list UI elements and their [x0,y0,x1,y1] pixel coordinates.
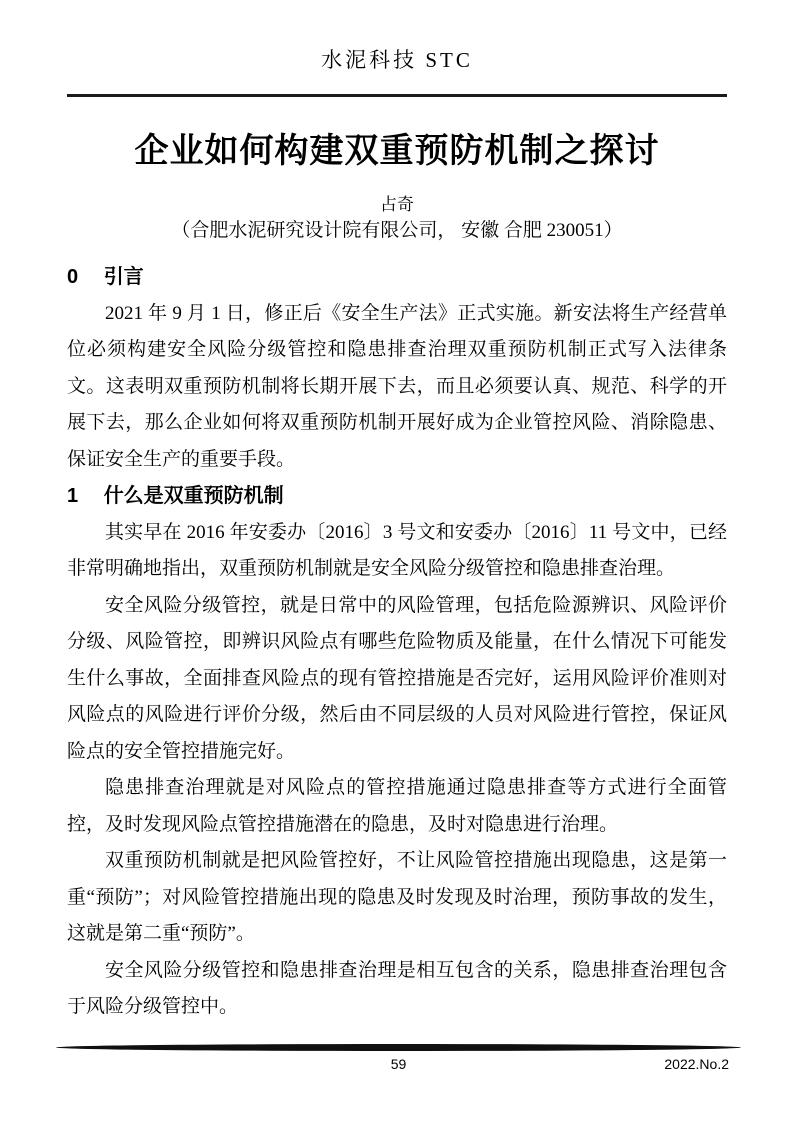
page-number: 59 [390,1056,407,1072]
section-number: 1 [67,485,79,507]
article-title: 企业如何构建双重预防机制之探讨 [134,132,660,170]
paragraph: 双重预防机制就是把风险管控好，不让风险管控措施出现隐患，这是第一重“预防”；对风险管控措施出现的隐患及时发现及时治理，预防事故的发生，这就是第二重“预防”。 [67,850,727,944]
footer-rule [56,1044,741,1051]
section-title: 引言 [103,266,144,288]
section-number: 0 [67,266,79,288]
header-rule [67,94,727,97]
author-affiliation: （合肥水泥研究设计院有限公司， 安徽 合肥 230051） [171,220,623,241]
paragraph: 2021 年 9 月 1 日，修正后《安全生产法》正式实施。新安法将生产经营单位必须构建安全风险分级管控和隐患排查治理双重预防机制正式写入法律条文。这表明双重预防机制将长期开展下去，而且必须要认真、规范、科学的开展下去，那么企业如何将双重预防机制开展好成为企业管控风险、消除隐患、保证安全生产的重要手段。 [67,302,727,470]
section-heading-1 [67,478,727,515]
page-footer [56,1044,741,1073]
section-heading-0 [67,259,727,296]
article-body [67,259,727,1026]
journal-title: 水泥科技 STC [321,48,473,72]
footer-row [56,1055,741,1073]
section-title: 什么是双重预防机制 [103,485,284,507]
paragraph: 其实早在 2016 年安委办〔2016〕3 号文和安委办〔2016〕11 号文中，已经非常明确地指出，双重预防机制就是安全风险分级管控和隐患排查治理。 [67,521,727,579]
issue-label: 2022.No.2 [664,1056,729,1072]
paragraph: 隐患排查治理就是对风险点的管控措施通过隐患排查等方式进行全面管控，及时发现风险点管控措施潜在的隐患，及时对隐患进行治理。 [67,777,727,835]
author-name: 占奇 [380,195,414,214]
paragraph: 安全风险分级管控，就是日常中的风险管理，包括危险源辨识、风险评价分级、风险管控，即辨识风险点有哪些危险物质及能量，在什么情况下可能发生什么事故，全面排查风险点的现有管控措施是否完好，运用风险评价准则对风险点的风险进行评价分级，然后由不同层级的人员对风险进行管控，保证风险点的安全管控措施完好。 [67,594,727,762]
page-header [67,46,727,97]
paragraph: 安全风险分级管控和隐患排查治理是相互包含的关系，隐患排查治理包含于风险分级管控中。 [67,959,727,1017]
